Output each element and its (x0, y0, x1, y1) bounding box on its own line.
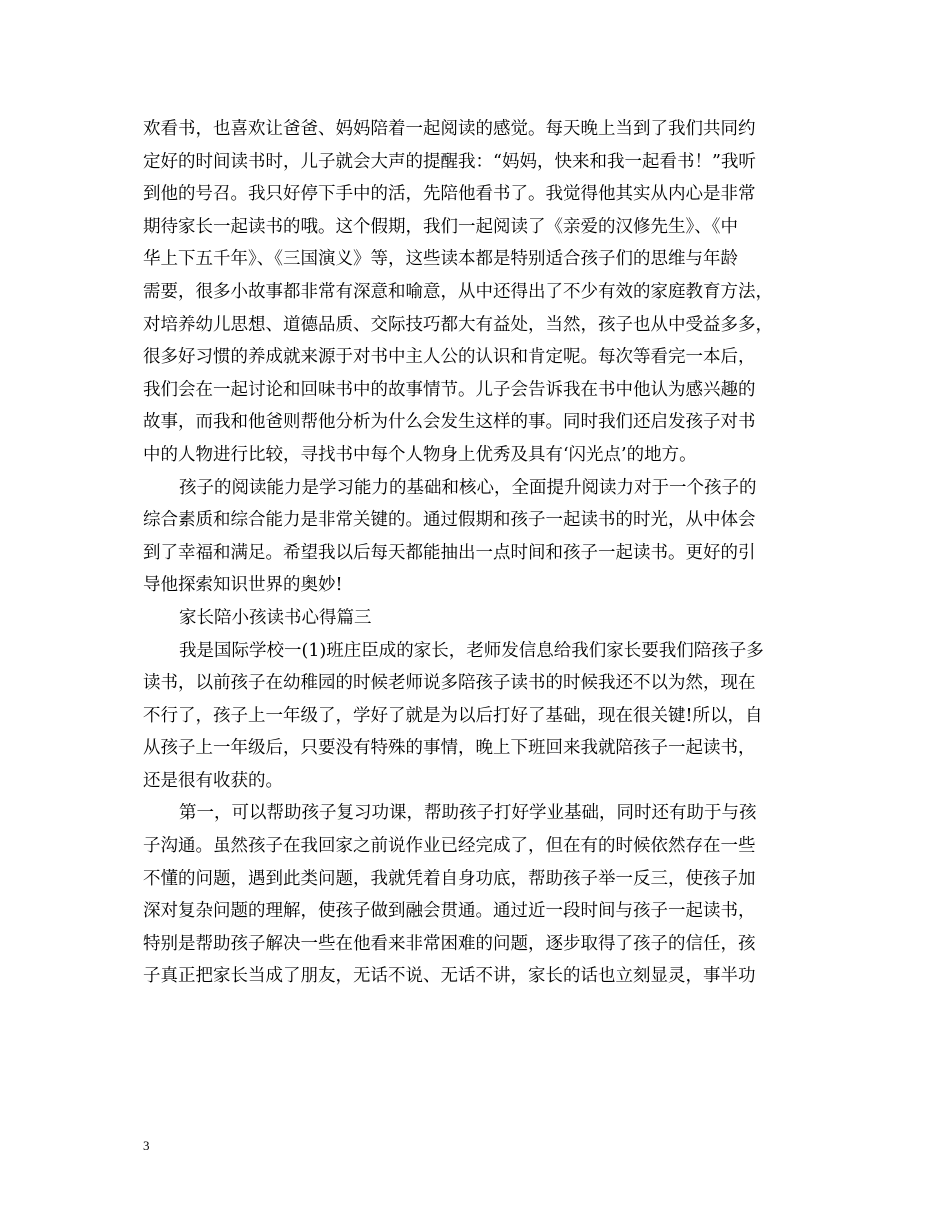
text-line: 综合素质和综合能力是非常关键的。通过假期和孩子一起读书的时光，从中体会 (143, 510, 756, 531)
text-line: 特别是帮助孩子解决一些在他看来非常困难的问题，逐步取得了孩子的信任，孩 (143, 933, 756, 954)
text-line: 到了幸福和满足。希望我以后每天都能抽出一点时间和孩子一起读书。更好的引 (143, 542, 756, 563)
text-line: 子真正把家长当成了朋友，无话不说、无话不讲，家长的话也立刻显灵，事半功 (143, 966, 756, 987)
text-line: 不懂的问题，遇到此类问题，我就凭着自身功底，帮助孩子举一反三，使孩子加 (143, 868, 756, 889)
text-line: 定好的时间读书时，儿子就会大声的提醒我：“妈妈，快来和我一起看书！”我听 (143, 151, 756, 172)
text-line: 从孩子上一年级后，只要没有特殊的事情，晚上下班回来我就陪孩子一起读书， (143, 738, 756, 759)
page-number: 3 (143, 1138, 150, 1153)
text-line: 第一，可以帮助孩子复习功课，帮助孩子打好学业基础，同时还有助于与孩 (179, 803, 757, 824)
body-text (143, 113, 823, 993)
text-line: 孩子的阅读能力是学习能力的基础和核心，全面提升阅读力对于一个孩子的 (179, 477, 757, 498)
text-line: 我们会在一起讨论和回味书中的故事情节。儿子会告诉我在书中他认为感兴趣的 (143, 379, 756, 400)
text-line: 不行了，孩子上一年级了，学好了就是为以后打好了基础，现在很关键!所以，自 (143, 705, 763, 726)
text-line: 深对复杂问题的理解，使孩子做到融会贯通。通过近一段时间与孩子一起读书， (143, 901, 756, 922)
text-line: 还是很有收获的。 (143, 770, 283, 791)
text-line: 期待家长一起读书的哦。这个假期，我们一起阅读了《亲爱的汉修先生》、《中 (143, 216, 738, 237)
text-line: 读书，以前孩子在幼稚园的时候老师说多陪孩子读书的时候我还不以为然，现在 (143, 673, 756, 694)
text-line: 中的人物进行比较，寻找书中每个人物身上优秀及具有‘闪光点’的地方。 (143, 444, 697, 465)
text-line: 欢看书，也喜欢让爸爸、妈妈陪着一起阅读的感觉。每天晚上当到了我们共同约 (143, 119, 756, 139)
text-line: 故事，而我和他爸则帮他分析为什么会发生这样的事。同时我们还启发孩子对书 (143, 412, 756, 433)
text-line: 需要，很多小故事都非常有深意和喻意，从中还得出了不少有效的家庭教育方法， (143, 281, 773, 302)
text-line: 对培养幼儿思想、道德品质、交际技巧都大有益处，当然，孩子也从中受益多多， (143, 314, 773, 335)
text-line: 到他的号召。我只好停下手中的活，先陪他看书了。我觉得他其实从内心是非常 (143, 184, 756, 205)
text-line: 导他探索知识世界的奥妙! (143, 575, 343, 596)
text-line: 很多好习惯的养成就来源于对书中主人公的认识和肯定呢。每次等看完一本后， (143, 347, 756, 368)
text-line: 我是国际学校一(1)班庄臣成的家长，老师发信息给我们家长要我们陪孩子多 (179, 640, 764, 661)
text-line: 子沟通。虽然孩子在我回家之前说作业已经完成了，但在有的时候依然存在一些 (143, 836, 756, 857)
text-line: 华上下五千年》、《三国演义》等，这些读本都是特别适合孩子们的思维与年龄 (143, 249, 738, 270)
text-line: 家长陪小孩读书心得篇三 (179, 607, 372, 628)
